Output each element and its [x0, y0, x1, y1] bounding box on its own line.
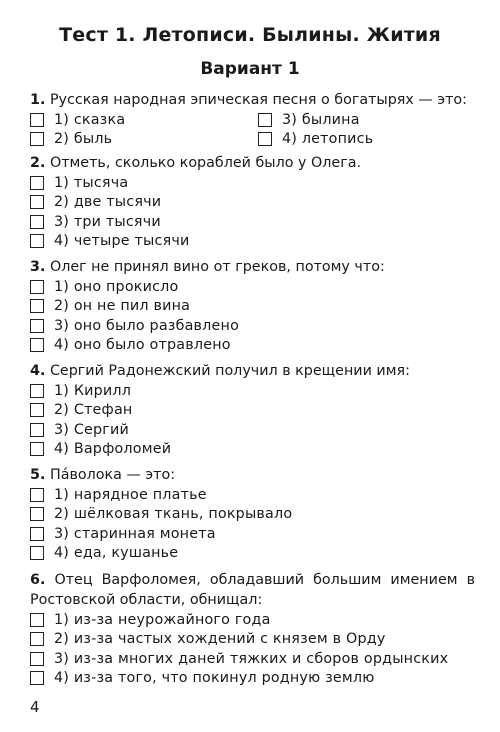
checkbox[interactable] [30, 671, 44, 685]
question-text: Олег не принял вино от греков, потому что: [49, 259, 385, 275]
option-4[interactable]: 4) четыре тысячи [30, 232, 475, 252]
option-1[interactable]: 1) тысяча [30, 173, 475, 193]
question-1 [30, 90, 475, 149]
checkbox[interactable] [30, 652, 44, 666]
question-6 [30, 570, 475, 688]
checkbox[interactable] [30, 384, 44, 398]
checkbox[interactable] [30, 403, 44, 417]
question-text: Русская народная эпическая песня о богатырях — это: [49, 92, 467, 108]
option-2[interactable]: 2) из-за частых хождений с князем в Орду [30, 630, 475, 650]
checkbox[interactable] [30, 299, 44, 313]
checkbox[interactable] [30, 234, 44, 248]
question-number: 6. [30, 572, 46, 588]
checkbox[interactable] [30, 527, 44, 541]
question-4 [30, 361, 475, 459]
option-2[interactable]: 2) быль [30, 130, 258, 150]
checkbox[interactable] [30, 507, 44, 521]
question-number: 3. [30, 259, 46, 275]
question-number: 4. [30, 363, 46, 379]
checkbox[interactable] [30, 176, 44, 190]
checkbox[interactable] [30, 546, 44, 560]
option-2[interactable]: 2) он не пил вина [30, 297, 475, 317]
checkbox[interactable] [30, 442, 44, 456]
question-text: Сергий Радонежский получил в крещении имя: [49, 363, 410, 379]
checkbox[interactable] [30, 488, 44, 502]
option-1[interactable]: 1) из-за неурожайного года [30, 610, 475, 630]
question-3 [30, 257, 475, 355]
checkbox[interactable] [30, 113, 44, 127]
checkbox[interactable] [30, 632, 44, 646]
option-4[interactable]: 4) из-за того, что покинул родную землю [30, 669, 475, 689]
checkbox[interactable] [258, 113, 272, 127]
option-2[interactable]: 2) шёлковая ткань, покрывало [30, 505, 475, 525]
page-number: 4 [30, 698, 40, 716]
checkbox[interactable] [30, 132, 44, 146]
option-1[interactable]: 1) сказка [30, 110, 258, 130]
question-2 [30, 153, 475, 251]
option-4[interactable]: 4) Варфоломей [30, 440, 475, 460]
checkbox[interactable] [30, 195, 44, 209]
option-4[interactable]: 4) оно было отравлено [30, 336, 475, 356]
option-1[interactable]: 1) оно прокисло [30, 277, 475, 297]
option-3[interactable]: 3) былина [258, 110, 475, 130]
question-text: Отец Варфоломея, обладавший большим имением в Ростовской области, обнищал: [30, 572, 475, 608]
option-2[interactable]: 2) Стефан [30, 401, 475, 421]
test-title: Тест 1. Летописи. Былины. Жития [59, 24, 441, 46]
option-1[interactable]: 1) нарядное платье [30, 485, 475, 505]
option-3[interactable]: 3) оно было разбавлено [30, 316, 475, 336]
option-3[interactable]: 3) Сергий [30, 420, 475, 440]
option-4[interactable]: 4) летопись [258, 130, 475, 150]
question-number: 2. [30, 155, 46, 171]
option-3[interactable]: 3) три тысячи [30, 212, 475, 232]
checkbox[interactable] [30, 423, 44, 437]
checkbox[interactable] [258, 132, 272, 146]
option-3[interactable]: 3) из-за многих даней тяжких и сборов ордынских [30, 649, 475, 669]
question-text: Отметь, сколько кораблей было у Олега. [49, 155, 362, 171]
checkbox[interactable] [30, 319, 44, 333]
checkbox[interactable] [30, 280, 44, 294]
question-number: 1. [30, 92, 46, 108]
checkbox[interactable] [30, 215, 44, 229]
option-1[interactable]: 1) Кирилл [30, 381, 475, 401]
checkbox[interactable] [30, 613, 44, 627]
option-3[interactable]: 3) старинная монета [30, 524, 475, 544]
question-number: 5. [30, 467, 46, 483]
option-2[interactable]: 2) две тысячи [30, 193, 475, 213]
option-4[interactable]: 4) еда, кушанье [30, 544, 475, 564]
question-5 [30, 465, 475, 563]
question-text: Па́волока — это: [49, 467, 176, 483]
checkbox[interactable] [30, 338, 44, 352]
variant-heading: Вариант 1 [200, 59, 300, 79]
